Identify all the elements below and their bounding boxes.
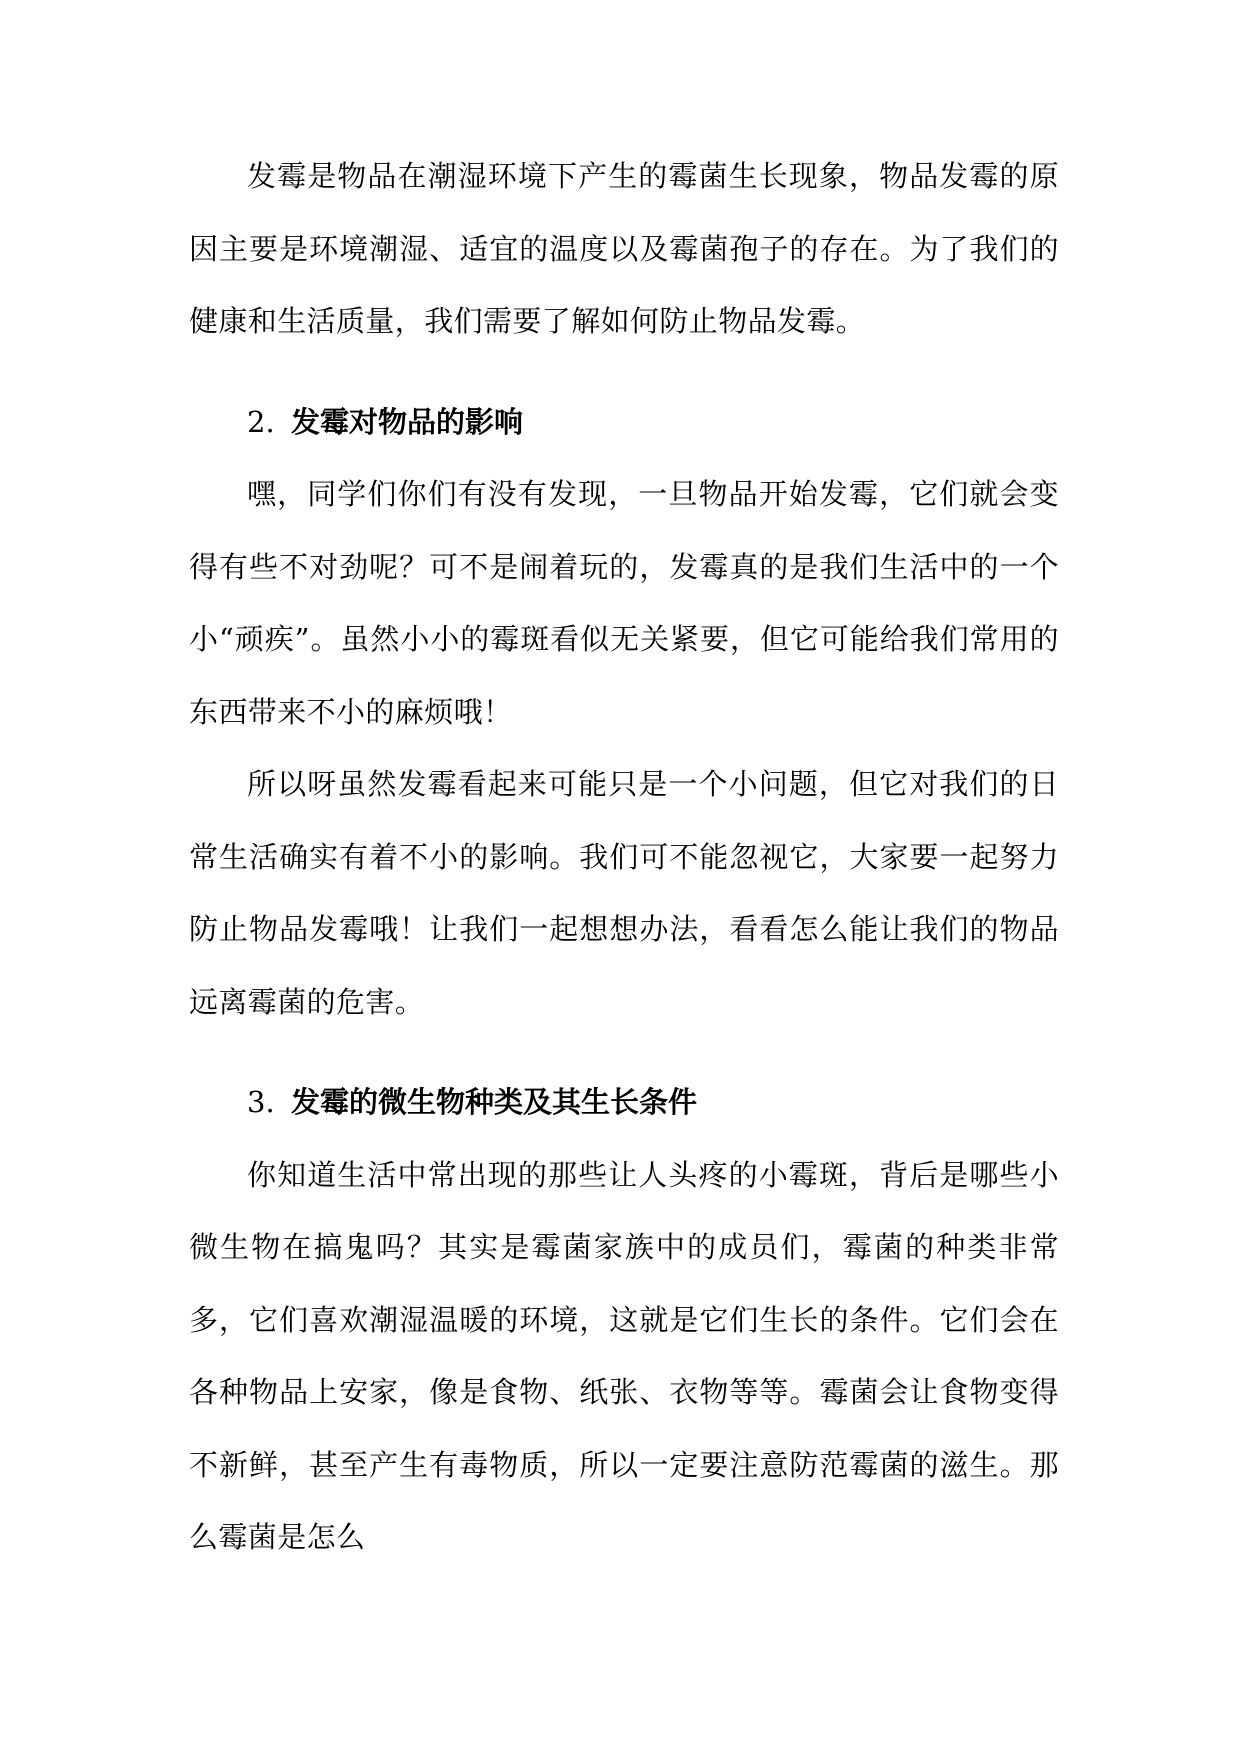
section-3-title: 发霉的微生物种类及其生长条件 (291, 1085, 698, 1119)
section-2-paragraph-1: 嘿，同学们你们有没有发现，一旦物品开始发霉，它们就会变得有些不对劲呢？可不是闹着玩的，发霉真的是我们生活中的一个小“顽疾”。虽然小小的霉斑看似无关紧要，但它可能给我们常用的东西带来不小的麻烦哦！ (189, 477, 1059, 729)
section-2-heading (189, 386, 1059, 459)
section-2-paragraph-2: 所以呀虽然发霉看起来可能只是一个小问题，但它对我们的日常生活确实有着不小的影响。我们可不能忽视它，大家要一起努力防止物品发霉哦！让我们一起想想办法，看看怎么能让我们的物品远离霉菌的危害。 (189, 767, 1059, 1019)
section-3-paragraph-1: 你知道生活中常出现的那些让人头疼的小霉斑，背后是哪些小微生物在搞鬼吗？其实是霉菌家族中的成员们，霉菌的种类非常多，它们喜欢潮湿温暖的环境，这就是它们生长的条件。它们会在各种物品上安家，像是食物、纸张、衣物等等。霉菌会让食物变得不新鲜，甚至产生有毒物质，所以一定要注意防范霉菌的滋生。那么霉菌是怎么 (189, 1157, 1059, 1554)
section-2-title: 发霉对物品的影响 (291, 404, 524, 439)
section-3-number: 3. (247, 1085, 275, 1119)
document-body (189, 140, 1059, 1574)
intro-paragraph: 发霉是物品在潮湿环境下产生的霉菌生长现象，物品发霉的原因主要是环境潮湿、适宜的温度以及霉菌孢子的存在。为了我们的健康和生活质量，我们需要了解如何防止物品发霉。 (189, 159, 1059, 338)
section-3-heading (189, 1066, 1059, 1139)
section-2-number: 2. (247, 404, 275, 439)
